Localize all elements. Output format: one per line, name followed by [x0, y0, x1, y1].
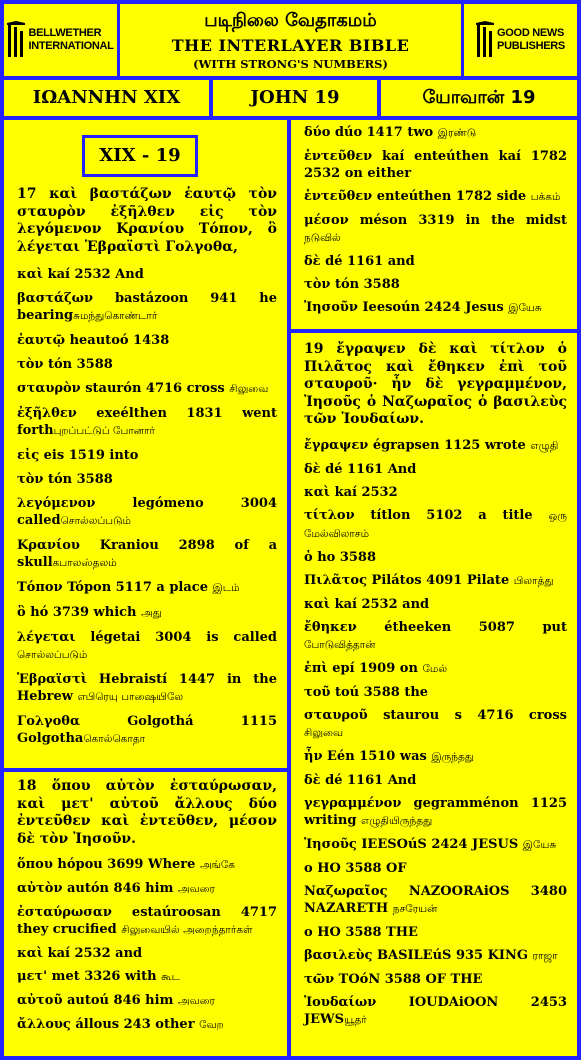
tamil-gloss: பிலாத்து [513, 574, 554, 587]
greek-word: μέσον [304, 213, 349, 228]
greek-word: ο [304, 924, 313, 940]
word-entry [17, 405, 277, 440]
greek-word: λέγεται [17, 630, 76, 645]
tamil-gloss: கூட [161, 971, 180, 983]
translit-strongs-gloss: dé 1161 And [320, 461, 417, 477]
translit-strongs-gloss: bastázoon 941 he bearing [17, 291, 277, 323]
tamil-gloss: அவரை [177, 995, 215, 1007]
word-entry [304, 772, 567, 789]
tamil-gloss: சிலுவையில் அறைந்தார்கள் [121, 924, 253, 936]
greek-word: Ἑβραϊστὶ [17, 672, 88, 687]
verse17-entries [17, 266, 277, 748]
translit-strongs-gloss: autón 846 him [62, 881, 178, 896]
greek-word: τοῦ [304, 684, 331, 700]
word-entry [304, 124, 567, 142]
translit-strongs-gloss: HO 3588 THE [312, 924, 418, 940]
bellwether-logo-icon [7, 21, 25, 59]
tamil-gloss: அவரை [177, 883, 215, 895]
word-entry [17, 356, 277, 373]
greek-word: βαστάζων [17, 291, 94, 306]
word-entry [17, 604, 277, 622]
word-entry [304, 971, 567, 988]
tamil-gloss: எபிரெயு பாஷையிலே [77, 691, 184, 703]
tamil-gloss: கொல்கொதா [83, 733, 146, 745]
translit-strongs-gloss: staurón 4716 cross [80, 381, 230, 396]
verse18-entries [17, 856, 277, 1034]
title-tamil: படிநிலை வேதாகமம் [204, 10, 377, 31]
word-entry [304, 253, 567, 270]
word-entry [304, 148, 567, 182]
left-logo [4, 4, 117, 76]
greek-word: ἐξῆλθεν [17, 406, 77, 421]
greek-word: βασιλεὺς [304, 947, 373, 963]
tamil-gloss: சொல்லப்படும் [17, 649, 88, 661]
translit-strongs-gloss: títlon 5102 a title [354, 507, 549, 523]
translit-strongs-gloss: kaí 2532 And [43, 267, 144, 282]
tamil-gloss: நசரேயன் [392, 902, 438, 915]
word-entry [304, 299, 567, 317]
translit-strongs-gloss: Eén 1510 was [322, 748, 432, 764]
word-entry [17, 471, 277, 488]
translit-strongs-gloss: állous 243 other [70, 1017, 200, 1032]
greek-word: ὅπου [17, 857, 53, 872]
word-entry [304, 994, 567, 1029]
tamil-gloss: இருந்தது [431, 750, 474, 763]
translit-strongs-gloss: Hebraistí 1447 in the Hebrew [17, 672, 277, 704]
translit-strongs-gloss: kaí enteúthen kaí 1782 2532 on either [304, 149, 567, 181]
word-entry [304, 860, 567, 877]
translit-strongs-gloss: étheeken 5087 put [356, 619, 567, 635]
translit-strongs-gloss: dé 1161 And [320, 772, 417, 788]
translit-strongs-gloss: NAZOORAiOS 3480 NAZARETH [304, 883, 567, 916]
title-sub: (WITH STRONG'S NUMBERS) [193, 57, 388, 71]
book-greek: ΙΩΑΝΝΗΝ XIX [4, 80, 209, 116]
tamil-gloss: கபாலஸ்தலம் [52, 557, 117, 569]
greek-word: ὁ [304, 549, 313, 565]
greek-word: καὶ [17, 267, 44, 282]
greek-word: Ἰησοῦς [304, 836, 357, 852]
word-entry [304, 596, 567, 613]
greek-word: Γολγοθα [17, 714, 80, 729]
tamil-gloss: எழுதி [530, 439, 559, 452]
word-entry [17, 495, 277, 530]
greek-word: ἔθηκεν [304, 619, 357, 635]
word-entry [304, 437, 567, 455]
translit-strongs-gloss: legómeno 3004 called [17, 496, 277, 528]
translit-strongs-gloss: tón 3588 [43, 357, 113, 372]
greek-word: καὶ [304, 596, 331, 612]
tamil-gloss: பக்கம் [530, 191, 561, 203]
verse19-entries [304, 437, 567, 1029]
right-logo-line2: PUBLISHERS [497, 40, 565, 52]
translit-strongs-gloss: HO 3588 OF [312, 860, 407, 876]
translit-strongs-gloss: kaí 2532 and [43, 946, 143, 961]
translit-strongs-gloss: met 3326 with [47, 969, 162, 984]
tamil-gloss: யூதர் [344, 1013, 367, 1026]
word-entry [17, 992, 277, 1010]
translit-strongs-gloss: dé 1161 and [320, 254, 415, 269]
title-panel [120, 4, 461, 76]
word-entry [17, 968, 277, 986]
word-entry [17, 579, 277, 597]
greek-word: τὸν [17, 472, 44, 487]
greek-word: δὲ [304, 772, 321, 788]
translit-strongs-gloss: heautoó 1438 [65, 333, 170, 348]
word-entry [304, 660, 567, 678]
greek-word: αὐτοῦ [17, 993, 63, 1008]
greek-word: Ναζωραῖος [304, 883, 388, 899]
word-entry [304, 276, 567, 293]
left-logo-line2: INTERNATIONAL [28, 40, 114, 52]
title-main: THE INTERLAYER BIBLE [171, 36, 410, 55]
greek-word: αὐτὸν [17, 881, 63, 896]
tamil-gloss: இயேசு [508, 302, 542, 314]
word-entry [17, 1016, 277, 1034]
greek-word: ἑαυτῷ [17, 333, 66, 348]
greek-word: τίτλον [304, 507, 355, 523]
translit-strongs-gloss: TOóN 3588 OF THE [334, 971, 483, 987]
tamil-gloss: சிலுவை [304, 726, 344, 739]
word-entry [17, 332, 277, 349]
verse19-text: 19 ἔγραψεν δὲ καὶ τίτλον ὁ Πιλᾶτος καὶ ἔθηκεν ἐπὶ τοῦ σταυροῦ· ἦν δὲ γεγραμμένον, Ἰησοῦς ὁ Ναζωραῖος ὁ βασιλεὺς τῶν Ἰουδαίων. [304, 341, 567, 427]
word-entry [17, 713, 277, 748]
tamil-gloss: புறப்பட்டுப் போனார் [53, 425, 155, 437]
tamil-gloss: இயேசு [522, 838, 557, 851]
word-entry [17, 945, 277, 962]
greek-word: ἐπὶ [304, 660, 328, 676]
greek-word: Ἰουδαίων [304, 994, 377, 1010]
tamil-gloss: எழுதியிருந்தது [361, 814, 433, 827]
greek-word: τῶν [304, 971, 335, 987]
tamil-gloss: போடுவித்தான் [304, 638, 376, 651]
translit-strongs-gloss: tón 3588 [43, 472, 113, 487]
tamil-gloss: வேற [199, 1019, 224, 1031]
verse18-panel [4, 772, 287, 1056]
translit-strongs-gloss: epí 1909 on [327, 660, 423, 676]
translit-strongs-gloss: tón 3588 [330, 277, 400, 292]
greek-word: ἔγραψεν [304, 437, 369, 453]
translit-strongs-gloss: Golgothá 1115 Golgotha [17, 714, 277, 746]
word-entry [304, 572, 567, 590]
translit-strongs-gloss: toú 3588 the [330, 684, 429, 700]
greek-word: δὲ [304, 461, 321, 477]
tamil-gloss: நடுவில் [304, 232, 341, 244]
book-tamil: யோவான் 19 [381, 80, 577, 116]
word-entry [17, 904, 277, 939]
left-logo-line1: BELLWETHER [28, 27, 102, 39]
word-entry [304, 461, 567, 478]
translit-strongs-gloss: Tópon 5117 a place [62, 580, 213, 595]
translit-strongs-gloss: méson 3319 in the midst [348, 213, 567, 228]
word-entry [304, 549, 567, 566]
chapter-label: XIX - 19 [82, 135, 198, 177]
translit-strongs-gloss: égrapsen 1125 wrote [368, 437, 531, 453]
translit-strongs-gloss: kaí 2532 [330, 484, 398, 500]
good-news-logo-icon [476, 21, 494, 59]
word-entry [17, 266, 277, 283]
tamil-gloss: சுமந்துகொண்டார் [73, 310, 158, 322]
translit-strongs-gloss: IOUDAiOON 2453 JEWS [304, 994, 567, 1027]
translit-strongs-gloss: gegramménon 1125 writing [304, 795, 567, 828]
translit-strongs-gloss: autoú 846 him [62, 993, 178, 1008]
translit-strongs-gloss: kaí 2532 and [330, 596, 430, 612]
right-logo [464, 4, 577, 76]
word-entry [304, 188, 567, 206]
greek-word: ὃ [17, 605, 26, 620]
greek-word: σταυροῦ [304, 707, 368, 723]
translit-strongs-gloss: exeélthen 1831 went forth [17, 406, 277, 438]
translit-strongs-gloss: hópou 3699 Where [52, 857, 200, 872]
tamil-gloss: சிலுவை [229, 383, 269, 395]
word-entry [304, 836, 567, 854]
word-entry [304, 883, 567, 918]
word-entry [304, 684, 567, 701]
greek-word: ἦν [304, 748, 323, 764]
tamil-gloss: ராஜா [532, 949, 558, 962]
translit-strongs-gloss: dúo 1417 two [330, 125, 438, 140]
translit-strongs-gloss: Kraniou 2898 of a skull [17, 538, 277, 570]
greek-word: Κρανίου [17, 538, 80, 553]
translit-strongs-gloss: staurou s 4716 cross [367, 707, 567, 723]
word-entry [304, 947, 567, 965]
right-logo-line1: GOOD NEWS [497, 27, 565, 39]
translit-strongs-gloss: IEESOúS 2424 JESUS [356, 836, 523, 852]
verse19-panel [291, 333, 577, 1056]
greek-word: καὶ [17, 946, 44, 961]
tamil-gloss: இரண்டு [437, 127, 477, 139]
greek-word: ἐντεῦθεν [304, 149, 373, 164]
word-entry [17, 880, 277, 898]
word-entry [17, 447, 277, 464]
greek-word: ο [304, 860, 313, 876]
translit-strongs-gloss: légetai 3004 is called [75, 630, 277, 645]
word-entry [17, 290, 277, 325]
book-english: JOHN 19 [213, 80, 377, 116]
greek-word: Πιλᾶτος [304, 572, 368, 588]
greek-word: δύο [304, 125, 331, 140]
verse17-text: 17 καὶ βαστάζων ἑαυτῷ τὸν σταυρὸν ἐξῆλθεν εἰς τὸν λεγόμενον Κρανίου Τόπον, ὃ λέγεται Ἑβραϊστὶ Γολγοθα, [17, 186, 277, 255]
greek-word: δὲ [304, 254, 321, 269]
translit-strongs-gloss: hó 3739 which [25, 605, 142, 620]
translit-strongs-gloss: enteúthen 1782 side [372, 189, 531, 204]
tamil-gloss: ஒரு மேல்விலாசம் [304, 509, 567, 540]
translit-strongs-gloss: estaúroosan 4717 they crucified [17, 905, 277, 937]
greek-word: τὸν [17, 357, 44, 372]
tamil-gloss: சொல்லப்படும் [60, 515, 131, 527]
greek-word: λεγόμενον [17, 496, 96, 511]
greek-word: τὸν [304, 277, 331, 292]
word-entry [304, 507, 567, 543]
greek-word: γεγραμμένον [304, 795, 402, 811]
translit-strongs-gloss: Pilátos 4091 Pilate [367, 572, 514, 588]
tamil-gloss: அங்கே [199, 859, 235, 871]
word-entry [17, 380, 277, 398]
greek-word: Τόπον [17, 580, 63, 595]
verse17-panel [4, 120, 287, 768]
word-entry [17, 856, 277, 874]
greek-word: Ἰησοῦν [304, 300, 358, 315]
tamil-gloss: இடம் [212, 582, 240, 594]
tamil-gloss: அது [141, 607, 162, 619]
translit-strongs-gloss: ho 3588 [312, 549, 377, 565]
word-entry [304, 924, 567, 941]
greek-word: καὶ [304, 484, 331, 500]
word-entry [17, 537, 277, 572]
word-entry [304, 619, 567, 654]
verse18-cont-entries [304, 124, 567, 317]
word-entry [304, 484, 567, 501]
word-entry [304, 748, 567, 766]
verse18-text: 18 ὅπου αὐτὸν ἐσταύρωσαν, καὶ μετ' αὐτοῦ ἄλλους δύο ἐντεῦθεν καὶ ἐντεῦθεν, μέσον δὲ τὸν Ἰησοῦν. [17, 778, 277, 847]
word-entry [304, 795, 567, 830]
translit-strongs-gloss: BASILEúS 935 KING [372, 947, 533, 963]
greek-word: ἐντεῦθεν [304, 189, 373, 204]
word-entry [304, 212, 567, 247]
greek-word: μετ' [17, 969, 48, 984]
greek-word: ἐσταύρωσαν [17, 905, 112, 920]
word-entry [17, 629, 277, 664]
word-entry [17, 671, 277, 706]
greek-word: σταυρὸν [17, 381, 81, 396]
translit-strongs-gloss: eis 1519 into [39, 448, 139, 463]
greek-word: ἄλλους [17, 1017, 71, 1032]
greek-word: εἰς [17, 448, 40, 463]
verse18-cont-panel [291, 120, 577, 329]
tamil-gloss: மேல் [422, 662, 448, 675]
word-entry [304, 707, 567, 742]
translit-strongs-gloss: Ieesoún 2424 Jesus [357, 300, 509, 315]
